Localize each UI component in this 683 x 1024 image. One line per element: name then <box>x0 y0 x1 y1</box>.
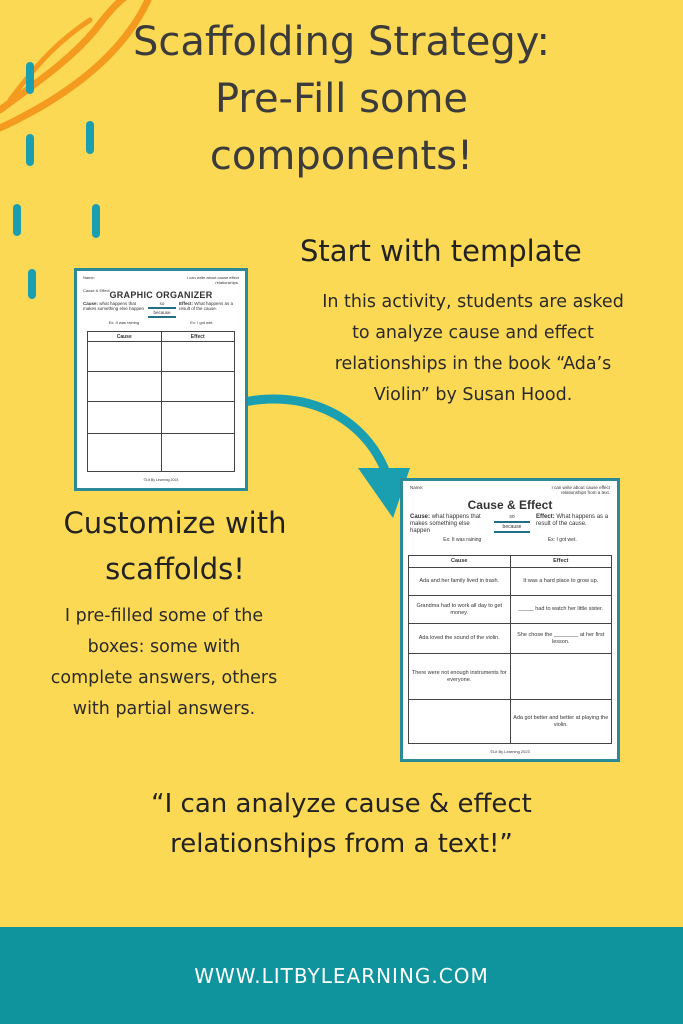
customize-body-line: with partial answers. <box>72 699 256 719</box>
quote <box>40 784 643 864</box>
ws2-so: so <box>509 514 515 520</box>
ws2-table <box>408 555 612 744</box>
ws1-cause-def: what happens that makes something else happen <box>83 301 145 311</box>
ws2-cause-def: what happens that makes something else happen <box>410 514 481 534</box>
ws1-ex-cause: Ex: It was raining <box>108 320 140 325</box>
ws2-name-label: Name: <box>410 485 424 490</box>
customize-body <box>14 601 314 725</box>
ws2-col-effect: Effect <box>510 556 612 568</box>
ws1-tag: Cause & Effect <box>83 288 110 293</box>
customize-body-line: boxes: some with <box>87 637 241 657</box>
ws2-effect-label: Effect: <box>536 514 555 520</box>
ws1-col-cause: Cause <box>88 332 162 342</box>
title-line-2: Pre-Fill some <box>214 76 469 122</box>
ws2-effect-cell: She chose the ________ at her first lesson. <box>510 624 612 654</box>
title-line-3: components! <box>209 133 474 179</box>
ws2-footer: ©Lit By Learning 2023 <box>490 749 530 754</box>
ws2-effect-cell <box>510 654 612 700</box>
ws2-cause-cell: Grandma had to work all day to get money. <box>409 596 511 624</box>
ws2-cause-cell: There were not enough instruments for everyone. <box>409 654 511 700</box>
ws1-footer: ©Lit By Learning 2023 <box>143 478 179 482</box>
ws2-goal: I can write about cause effect relationships from a text. <box>551 485 610 495</box>
template-body-line: to analyze cause and effect <box>352 323 594 343</box>
ws2-cause-cell <box>409 700 511 744</box>
customize-heading <box>20 500 330 592</box>
ws2-effect-def: What happens as a result of the cause. <box>536 514 609 527</box>
ws2-left-arrow <box>494 531 530 533</box>
ws1-cell <box>88 434 162 472</box>
ws1-table <box>87 331 235 472</box>
ws1-effect-def: What happens as a result of the cause. <box>179 301 234 311</box>
ws1-cell <box>88 372 162 402</box>
ws1-cell <box>161 434 235 472</box>
customize-body-line: I pre-filled some of the <box>64 606 264 626</box>
ws2-title: Cause & Effect <box>467 498 553 512</box>
template-body-line: In this activity, students are asked <box>322 292 624 312</box>
ws2-cause-cell: Ada and her family lived in trash. <box>409 568 511 596</box>
customize-heading-line: Customize with <box>63 506 287 540</box>
ws2-effect-cell: Ada got better and better at playing the violin. <box>510 700 612 744</box>
ws2-cause-cell: Ada loved the sound of the violin. <box>409 624 511 654</box>
ws2-because: because <box>502 524 522 530</box>
ws1-col-effect: Effect <box>161 332 235 342</box>
ws2-col-cause: Cause <box>409 556 511 568</box>
ws2-ex-cause: Ex: It was raining <box>443 537 482 543</box>
ws2-effect-cell: _____ had to watch her little sister. <box>510 596 612 624</box>
ws1-cell <box>161 402 235 434</box>
ws2-effect-cell: It was a hard place to grow up. <box>510 568 612 596</box>
ws1-cause-label: Cause: <box>83 301 99 306</box>
ws1-cell <box>161 342 235 372</box>
ws1-right-arrow <box>148 307 176 309</box>
ws2-cause-label: Cause: <box>410 514 431 520</box>
ws1-ex-effect: Ex: I got wet. <box>190 320 214 325</box>
quote-line: “I can analyze cause & effect <box>151 789 532 819</box>
template-body <box>288 287 658 411</box>
template-body-line: Violin” by Susan Hood. <box>373 385 573 405</box>
ws2-ex-effect: Ex: I got wet. <box>547 537 577 543</box>
title-line-1: Scaffolding Strategy: <box>133 19 550 65</box>
ws1-cell <box>161 372 235 402</box>
ws1-effect-label: Effect: <box>179 301 194 306</box>
footer-bar <box>0 927 683 1024</box>
footer-url[interactable]: WWW.LITBYLEARNING.COM <box>194 963 489 988</box>
main-title <box>40 14 643 185</box>
ws1-so: so <box>159 301 165 306</box>
ws2-right-arrow <box>494 521 530 523</box>
customize-body-line: complete answers, others <box>50 668 278 688</box>
ws1-goal: I can write about cause effect relationships. <box>187 275 239 285</box>
ws1-because: because <box>153 310 171 315</box>
ws1-left-arrow <box>148 316 176 318</box>
ws1-cell <box>88 342 162 372</box>
template-heading: Start with template <box>300 234 582 268</box>
ws1-name-label: Name: <box>83 275 95 280</box>
filled-worksheet <box>400 478 620 762</box>
template-worksheet <box>74 268 248 491</box>
customize-heading-line: scaffolds! <box>105 552 245 586</box>
quote-line: relationships from a text!” <box>170 829 513 859</box>
ws1-cell <box>88 402 162 434</box>
template-body-line: relationships in the book “Ada’s <box>334 354 612 374</box>
ws1-title: GRAPHIC ORGANIZER <box>109 290 213 300</box>
